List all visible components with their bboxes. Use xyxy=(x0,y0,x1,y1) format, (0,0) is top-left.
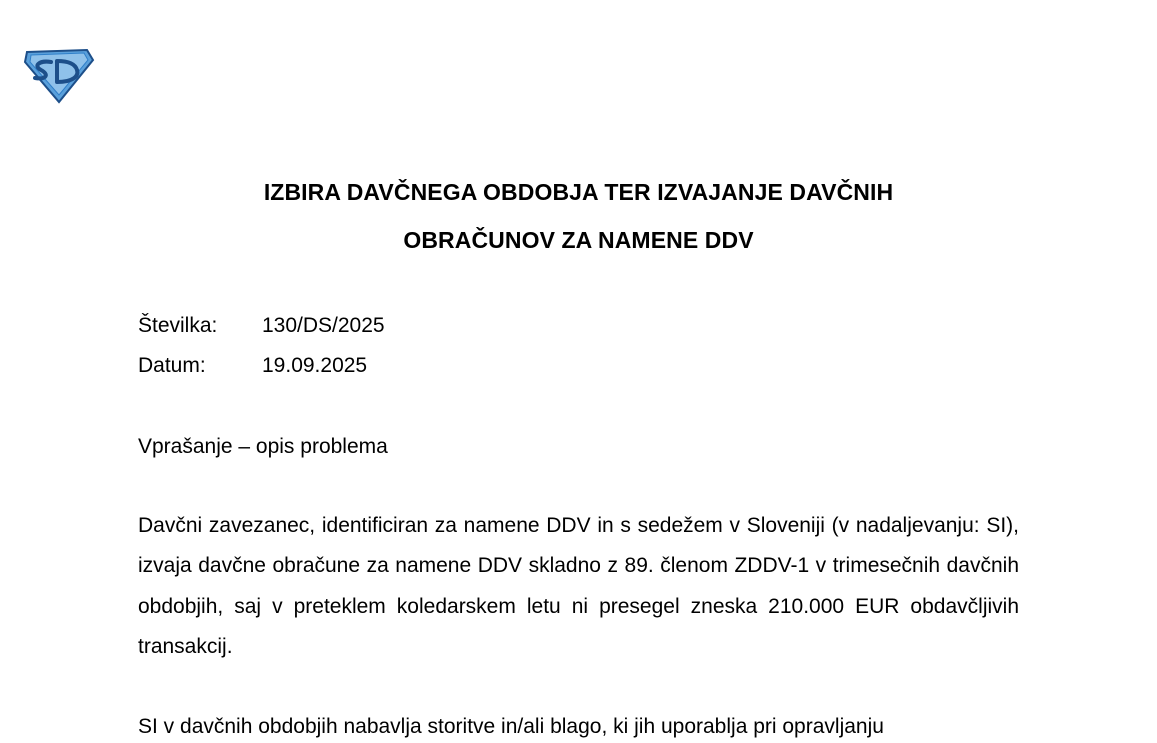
document-date-value: 19.09.2025 xyxy=(262,354,368,377)
paragraph-2: SI v davčnih obdobjih nabavlja storitve in/ali blago, ki jih uporablja pri opravljanju xyxy=(138,715,884,738)
sd-logo-icon xyxy=(21,48,95,104)
document-title-line1: IZBIRA DAVČNEGA OBDOBJA TER IZVAJANJE DAVČNIH xyxy=(263,179,894,205)
document-number-row xyxy=(138,314,385,338)
document-number-label: Številka: xyxy=(138,314,218,337)
document-number-value: 130/DS/2025 xyxy=(262,314,385,337)
document-date-label: Datum: xyxy=(138,354,206,377)
paragraph-1: Davčni zavezanec, identificiran za namene DDV in s sedežem v Sloveniji (v nadaljevanju: SI), izvaja davčne obračune za namene DDV skladno z 89. členom ZDDV-1 v trimesečnih davčnih obdobjih, saj v preteklem koledarskem letu ni presegel zneska 210.000 EUR obdavčljivih transakcij. xyxy=(138,514,1019,658)
company-logo xyxy=(21,48,95,104)
document-title-line2: OBRAČUNOV ZA NAMENE DDV xyxy=(403,227,754,253)
section-heading: Vprašanje – opis problema xyxy=(138,435,388,458)
document-date-row xyxy=(138,354,367,378)
